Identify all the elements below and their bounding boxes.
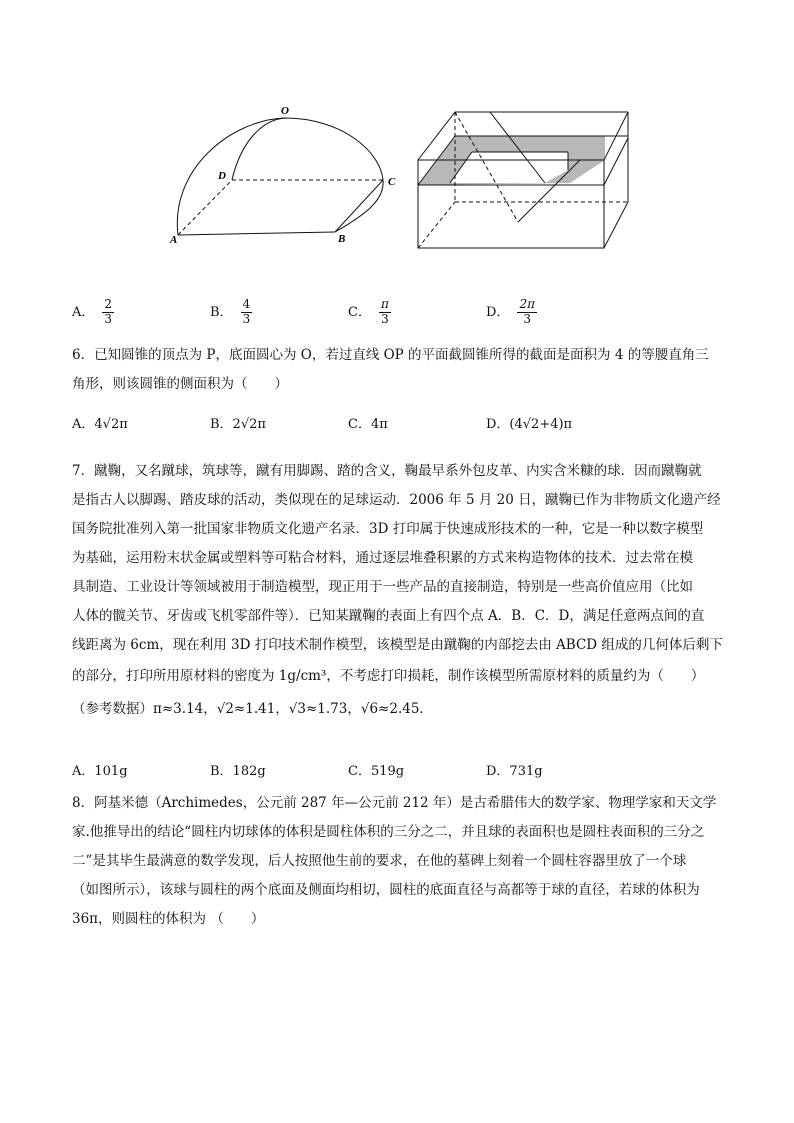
label-b: B	[338, 233, 346, 245]
q5-option-d[interactable]	[486, 298, 537, 327]
q7-option-a[interactable]: A．101g	[72, 764, 128, 779]
option-letter: B．	[210, 304, 233, 320]
q8-line: 36π，则圆柱的体积为 （ ）	[72, 911, 265, 927]
q5-option-b[interactable]	[210, 298, 252, 327]
q7-line: 的部分，打印所用原材料的密度为 1g/cm³，不考虑打印损耗，制作该模型所需原材料的质量约为（ ）	[72, 668, 705, 684]
geometry-figures	[150, 90, 650, 260]
q7-option-d[interactable]: D．731g	[486, 764, 543, 779]
q6-option-c[interactable]: C．4π	[348, 417, 388, 432]
q7-reference-data: （参考数据）π≈3.14，√2≈1.41，√3≈1.73，√6≈2.45．	[72, 701, 433, 717]
fraction	[379, 298, 391, 327]
denominator: 3	[523, 311, 532, 326]
q6-option-d[interactable]: D．(4√2+4)π	[486, 417, 573, 432]
label-c: C	[388, 176, 396, 188]
q7-line: 线距离为 6cm，现在利用 3D 打印技术制作模型，该模型是由蹴鞠的内部挖去由 ABCD 组成的几何体后剩下	[72, 637, 723, 653]
q7-line: 国务院批准列入第一批国家非物质文化遗产名录．3D 打印属于快速成形技术的一种，它是一种以数字模型	[72, 521, 704, 537]
q8-line: 家.他推导出的结论“圆柱内切球体的体积是圆柱体积的三分之二，并且球的表面积也是圆柱表面积的三分之	[72, 824, 705, 840]
q5-option-c[interactable]	[348, 298, 391, 327]
denominator: 3	[242, 311, 251, 326]
question-8	[72, 789, 724, 934]
q8-line: 8．阿基米德（Archimedes，公元前 287 年—公元前 212 年）是古希腊伟大的数学家、物理学家和天文学	[72, 795, 717, 811]
denominator: 3	[381, 311, 389, 326]
q7-option-c[interactable]: C．519g	[348, 764, 405, 779]
q7-line: 是指古人以脚踢、踏皮球的活动，类似现在的足球运动．2006 年 5 月 20 日，蹴鞠已作为非物质文化遗产经	[72, 492, 721, 508]
question-7	[72, 457, 724, 724]
question-6	[72, 341, 724, 399]
q7-line: 具制造、工业设计等领域被用于制造模型，现正用于一些产品的直接制造，特别是一些高价值应用（比如	[72, 579, 693, 595]
box-figure	[418, 112, 628, 248]
denominator: 3	[104, 311, 113, 326]
numerator: π	[380, 297, 389, 311]
label-a: A	[170, 234, 178, 246]
numerator: 2π	[519, 297, 535, 311]
label-o: O	[281, 105, 289, 117]
q6-stem-line-1: 6．已知圆锥的顶点为 P，底面圆心为 O，若过直线 OP 的平面截圆锥所得的截面是面积为 4 的等腰直角三	[72, 347, 709, 363]
option-letter: D．	[486, 304, 510, 320]
q7-line: 7．蹴鞠，又名蹴球，筑球等，蹴有用脚踢、踏的含义，鞠最早系外包皮革、内实含米糠的球．因而蹴鞠就	[72, 463, 702, 479]
q5-option-a[interactable]	[72, 298, 114, 327]
q7-line: 为基础，运用粉末状金属或塑料等可粘合材料，通过逐层堆叠积累的方式来构造物体的技术．过去常在模	[72, 550, 693, 566]
q6-stem-line-2: 角形，则该圆锥的侧面积为（ ）	[72, 376, 288, 392]
q7-line: 人体的髋关节、牙齿或飞机零部件等）．已知某蹴鞠的表面上有四个点 A．B．C．D，满足任意两点间的直	[72, 608, 705, 624]
fraction	[241, 298, 253, 327]
numerator: 2	[104, 297, 113, 311]
numerator: 4	[242, 297, 251, 311]
arch-figure	[177, 118, 383, 235]
q8-line: （如图所示），该球与圆柱的两个底面及侧面均相切，圆柱的底面直径与高都等于球的直径，若球的体积为	[72, 882, 700, 898]
q6-option-a[interactable]: A．4√2π	[72, 417, 128, 432]
label-d: D	[218, 170, 226, 182]
q6-option-b[interactable]: B．2√2π	[210, 417, 266, 432]
q7-option-b[interactable]: B．182g	[210, 764, 266, 779]
option-letter: C．	[348, 304, 371, 320]
fraction	[517, 298, 537, 327]
option-letter: A．	[72, 304, 95, 320]
q8-line: 二”是其毕生最满意的数学发现，后人按照他生前的要求，在他的墓碑上刻着一个圆柱容器里放了一个球	[72, 853, 687, 869]
fraction	[102, 298, 114, 327]
